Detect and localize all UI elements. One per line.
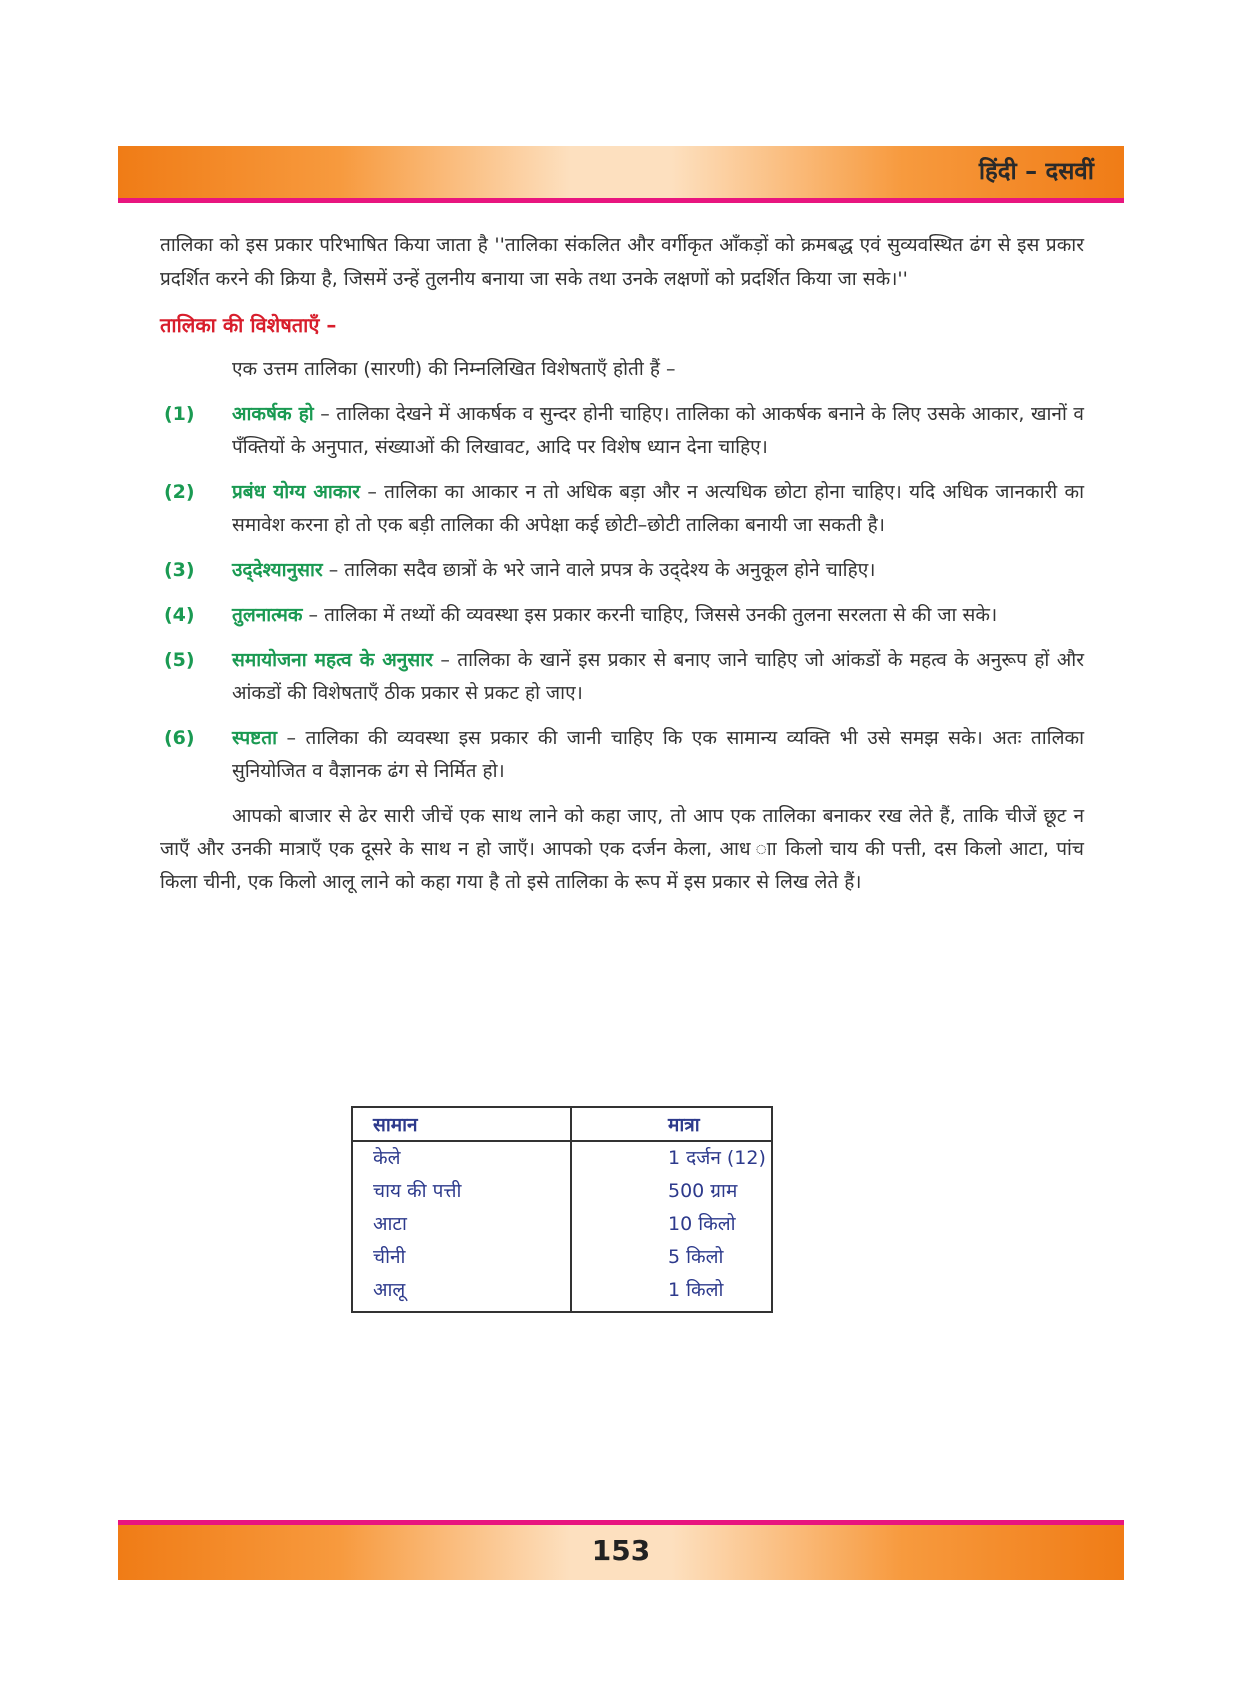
feature-term: स्पष्टता <box>232 727 278 749</box>
feature-text: – तालिका की व्यवस्था इस प्रकार की जानी चाहिए कि एक सामान्य व्यक्ति भी उसे समझ सके। अतः तालिका सुनियोजित व वैज्ञानक ढंग से निर्मित हो। <box>232 727 1084 782</box>
features-intro: एक उत्तम तालिका (सारणी) की निम्नलिखित विशेषताएँ होती हैं – <box>232 358 676 380</box>
item-cell: चीनी <box>352 1241 571 1274</box>
table-row <box>352 1175 772 1208</box>
item-cell: आटा <box>352 1208 571 1241</box>
feature-item <box>160 554 1084 587</box>
feature-term: उद्‌देश्यानुसार <box>232 559 323 581</box>
table-row <box>352 1274 772 1312</box>
item-cell: आलू <box>352 1274 571 1312</box>
header-title: हिंदी – दसवीं <box>978 157 1094 185</box>
page-number: 153 <box>591 1534 651 1567</box>
feature-text: – तालिका के खानें इस प्रकार से बनाए जाने चाहिए जो आंकडों के महत्व के अनुरूप हों और आंकडों की विशेषताएँ ठीक प्रकार से प्रकट हो जाए। <box>232 649 1084 704</box>
header-band <box>118 146 1124 203</box>
feature-item <box>160 644 1084 710</box>
feature-number: (6) <box>164 727 195 749</box>
shopping-table <box>351 1106 773 1313</box>
table-row <box>352 1208 772 1241</box>
closing-paragraph: आपको बाजार से ढेर सारी जीचें एक साथ लाने को कहा जाए, तो आप एक तालिका बनाकर रख लेते हैं, ताकि चीजें छूट न जाएँ और उनकी मात्राएँ एक दूसरे के साथ न हो जाएँ। आपको एक दर्जन केला, आध ाा किलो चाय की पत्ती, दस किलो आटा, पांच किला चीनी, एक किलो आलू लाने को कहा गया है तो इसे तालिका के रूप में इस प्रकार से लिख लेते हैं। <box>160 805 1084 893</box>
page-content <box>160 228 1084 918</box>
feature-text: – तालिका का आकार न तो अधिक बड़ा और न अत्यधिक छोटा होना चाहिए। यदि अधिक जानकारी का समावेश करना हो तो एक बड़ी तालिका की अपेक्षा कई छोटी–छोटी तालिका बनायी जा सकती है। <box>232 481 1085 536</box>
table-header-row <box>352 1107 772 1141</box>
feature-text: – तालिका सदैव छात्रों के भरे जाने वाले प्रपत्र के उद्‌देश्य के अनुकूल होने चाहिए। <box>322 559 876 581</box>
definition-paragraph: तालिका को इस प्रकार परिभाषित किया जाता है ''तालिका संकलित और वर्गीकृत आँकड़ों को क्रमबद्ध एवं सुव्यवस्थित ढंग से इस प्रकार प्रदर्शित करने की क्रिया है, जिसमें उन्हें तुलनीय बनाया जा सके तथा उनके लक्षणों को प्रदर्शित किया जा सके।'' <box>160 234 1084 290</box>
quantity-cell: 1 किलो <box>571 1274 772 1312</box>
feature-term: प्रबंध योग्य आकार <box>232 481 361 503</box>
table-row <box>352 1141 772 1175</box>
feature-number: (3) <box>164 559 195 581</box>
quantity-cell: 10 किलो <box>571 1208 772 1241</box>
quantity-cell: 1 दर्जन (12) <box>571 1141 772 1175</box>
item-cell: चाय की पत्ती <box>352 1175 571 1208</box>
quantity-cell: 5 किलो <box>571 1241 772 1274</box>
quantity-cell: 500 ग्राम <box>571 1175 772 1208</box>
feature-item <box>160 476 1084 542</box>
items-table <box>351 1106 773 1313</box>
feature-item <box>160 599 1084 632</box>
feature-term: समायोजना महत्व के अनुसार <box>232 649 433 671</box>
feature-item <box>160 398 1084 464</box>
column-header-item: सामान <box>352 1107 571 1141</box>
footer-band <box>118 1520 1124 1580</box>
feature-number: (4) <box>164 604 195 626</box>
feature-term: आकर्षक हो <box>232 403 314 425</box>
features-heading: तालिका की विशेषताएँ – <box>160 313 337 337</box>
table-row <box>352 1241 772 1274</box>
feature-number: (5) <box>164 649 195 671</box>
feature-number: (1) <box>164 403 195 425</box>
item-cell: केले <box>352 1141 571 1175</box>
feature-term: तुलनात्मक <box>232 604 303 626</box>
column-header-quantity: मात्रा <box>571 1107 772 1141</box>
feature-text: – तालिका में तथ्यों की व्यवस्था इस प्रकार करनी चाहिए, जिससे उनकी तुलना सरलता से की जा सके। <box>302 604 998 626</box>
feature-item <box>160 722 1084 788</box>
feature-number: (2) <box>164 481 195 503</box>
feature-text: – तालिका देखने में आकर्षक व सुन्दर होनी चाहिए। तालिका को आकर्षक बनाने के लिए उसके आकार, खानों व पँक्तियों के अनुपात, संख्याओं की लिखावट, आदि पर विशेष ध्यान देना चाहिए। <box>232 403 1084 458</box>
